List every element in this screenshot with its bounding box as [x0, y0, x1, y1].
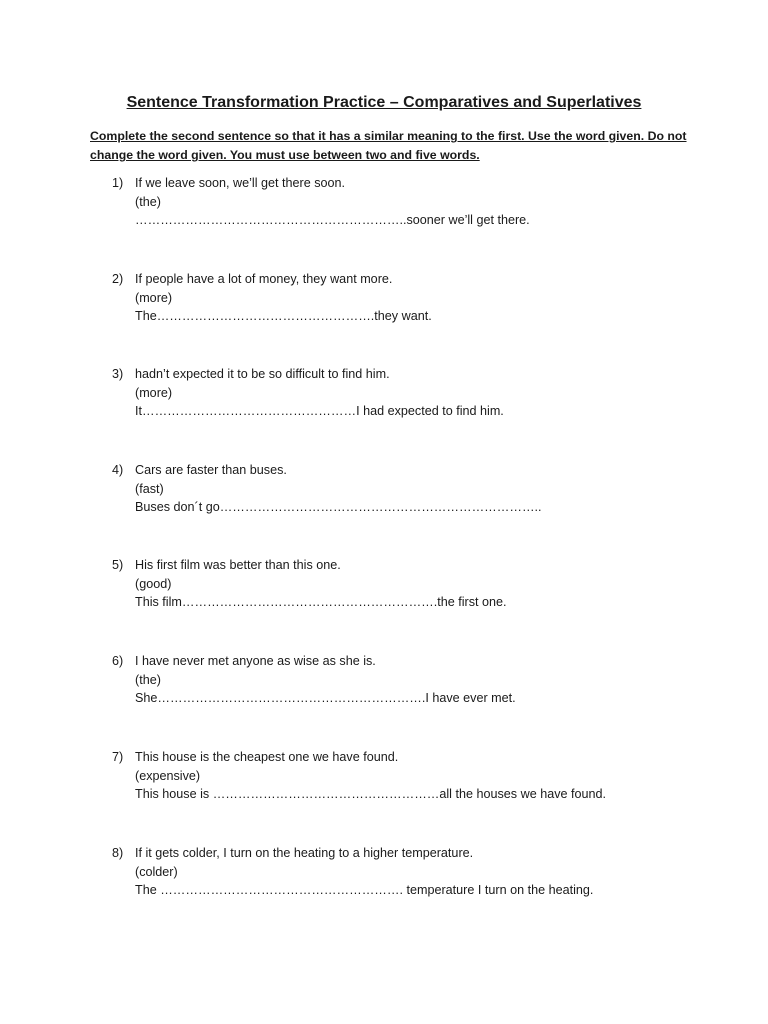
- question-answer-line: Buses don´t go…………………………………………………………………..: [135, 500, 542, 515]
- question-keyword: (the): [135, 194, 161, 209]
- question-keyword: (the): [135, 672, 161, 687]
- question-keyword: (more): [135, 385, 173, 400]
- question-number: 5): [112, 558, 124, 572]
- question-sentence: If it gets colder, I turn on the heating to a higher temperature.: [135, 846, 474, 860]
- question-number: 4): [112, 463, 124, 477]
- question-sentence: This house is the cheapest one we have found.: [135, 750, 399, 764]
- question-keyword: (fast): [135, 481, 164, 496]
- question-answer-line: The…………………………………………….they want.: [135, 309, 432, 324]
- question-answer-line: She……………………………………………………….I have ever met.: [135, 691, 516, 706]
- worksheet-title: Sentence Transformation Practice – Comparatives and Superlatives: [126, 94, 642, 111]
- question-keyword: (good): [135, 576, 172, 591]
- question-answer-line: This house is ………………………………………………all the houses we have found.: [135, 787, 607, 802]
- question-number: 2): [112, 272, 124, 286]
- question-keyword: (expensive): [135, 768, 201, 783]
- question-number: 3): [112, 367, 124, 381]
- question-body: [135, 556, 695, 612]
- question-body: [135, 844, 695, 900]
- question-number: 6): [112, 654, 124, 668]
- instructions: Complete the second sentence so that it has a similar meaning to the first. Use the word given. Do not change the word given. You must use between two and five words.: [90, 129, 687, 162]
- question-answer-line: The …………………………………………………. temperature I turn on the heating.: [135, 883, 594, 898]
- question-body: [135, 365, 695, 421]
- question-sentence: Cars are faster than buses.: [135, 463, 287, 477]
- question-body: [135, 270, 695, 326]
- question-body: [135, 461, 695, 517]
- question-answer-line: It……………………………………………I had expected to find him.: [135, 404, 504, 419]
- question-keyword: (more): [135, 290, 173, 305]
- question-answer-line: This film…………………………………………………….the first one.: [135, 595, 507, 610]
- question-body: [135, 652, 695, 708]
- question-sentence: If people have a lot of money, they want more.: [135, 272, 393, 286]
- question-answer-line: ………………………………………………………..sooner we’ll get there.: [135, 213, 530, 228]
- question-body: [135, 174, 695, 230]
- question-number: 1): [112, 176, 124, 190]
- question-number: 8): [112, 846, 124, 860]
- question-keyword: (colder): [135, 864, 178, 879]
- question-sentence: If we leave soon, we’ll get there soon.: [135, 176, 346, 190]
- question-body: [135, 748, 695, 804]
- question-sentence: hadn’t expected it to be so difficult to find him.: [135, 367, 390, 381]
- question-sentence: His first film was better than this one.: [135, 558, 341, 572]
- question-number: 7): [112, 750, 124, 764]
- question-sentence: I have never met anyone as wise as she is.: [135, 654, 376, 668]
